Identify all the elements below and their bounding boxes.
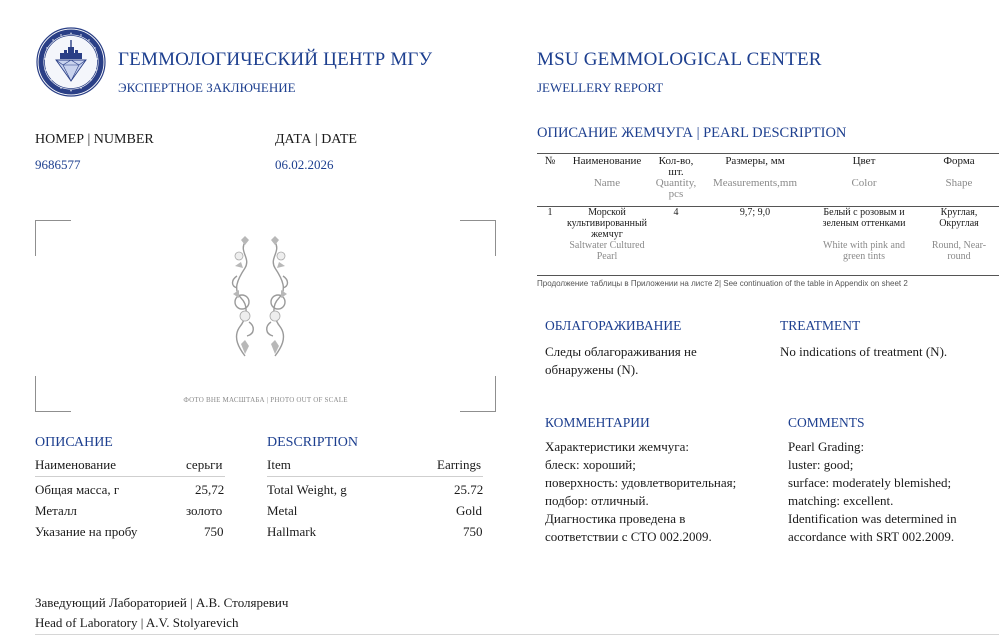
desc-label-ru: Металл	[35, 503, 77, 518]
comment-line: Диагностика проведена в	[545, 511, 686, 526]
table-row	[537, 240, 999, 264]
desc-value-en: 25.72	[454, 482, 484, 497]
table-cell: 1	[547, 207, 553, 218]
table-cell: 9,7; 9,0	[739, 207, 771, 218]
divider	[267, 476, 483, 477]
table-cell: Round, Near-round	[931, 240, 987, 262]
description-heading-ru: ОПИСАНИЕ	[35, 435, 113, 450]
desc-value-en: 750	[463, 524, 483, 539]
report-number-label: НОМЕР | NUMBER	[35, 132, 154, 147]
desc-value-ru: серьги	[186, 457, 223, 472]
col-header-en	[537, 178, 563, 204]
earrings-photo	[225, 236, 295, 362]
table-row	[537, 204, 999, 240]
table-cell: Морской культивированный жемчуг	[566, 207, 648, 240]
desc-label-en: Hallmark	[267, 524, 317, 539]
desc-label-en: Item	[267, 457, 291, 472]
msu-seal-logo	[36, 27, 106, 97]
desc-label-en: Metal	[267, 503, 298, 518]
col-header: Кол-во, шт.	[658, 155, 694, 178]
signature-line-en: Head of Laboratory | A.V. Stolyarevich	[35, 615, 239, 630]
col-header: №	[544, 155, 556, 167]
desc-value-ru: 25,72	[195, 482, 225, 497]
pearl-heading: ОПИСАНИЕ ЖЕМЧУГА | PEARL DESCRIPTION	[537, 125, 847, 141]
table-cell	[701, 240, 809, 264]
desc-label-en: Total Weight, g	[267, 482, 347, 497]
col-header: Форма	[943, 155, 975, 167]
comment-line: блеск: хороший;	[545, 457, 636, 472]
report-date-value: 06.02.2026	[275, 157, 334, 172]
table-cell: Белый с розовым и зеленым оттенками	[822, 207, 906, 229]
col-header-en: Measurements,mm	[712, 177, 797, 189]
table-cell: 4	[673, 207, 679, 218]
comment-line: luster: good;	[788, 457, 854, 472]
desc-value-en: Gold	[456, 503, 482, 518]
table-rule	[537, 275, 999, 276]
desc-value-en: Earrings	[437, 457, 482, 472]
col-header: Цвет	[852, 155, 876, 167]
comment-line: Характеристики жемчуга:	[545, 439, 689, 454]
col-header-en: Shape	[945, 177, 973, 189]
signature-line-ru: Заведующий Лабораторией | А.В. Столяревич	[35, 595, 289, 610]
comment-line: surface: moderately blemished;	[788, 475, 952, 490]
treatment-heading-en: TREATMENT	[780, 318, 861, 333]
comments-text-en	[788, 438, 957, 546]
comments-text-ru	[545, 438, 736, 546]
desc-value-ru: золото	[186, 503, 223, 518]
comments-heading-ru: КОММЕНТАРИИ	[545, 415, 650, 430]
table-cell: Круглая, Округлая	[939, 207, 979, 229]
treatment-text-ru: обнаружены (N).	[545, 362, 639, 377]
photo-caption: ФОТО ВНЕ МАСШТАБА | PHOTO OUT OF SCALE	[183, 396, 348, 404]
footer-rule	[35, 634, 999, 635]
photo-frame-corner	[35, 220, 71, 256]
comment-line: matching: excellent.	[788, 493, 894, 508]
table-continuation-note: Продолжение таблицы в Приложении на листе 2| See continuation of the table in Appendix on sheet 2	[537, 279, 908, 288]
header-subtitle-ru: ЭКСПЕРТНОЕ ЗАКЛЮЧЕНИЕ	[118, 80, 296, 95]
comment-line: Identification was determined in	[788, 511, 957, 526]
report-date-label: ДАТА | DATE	[275, 132, 357, 147]
comment-line: соответствии с СТО 002.2009.	[545, 529, 712, 544]
desc-label-ru: Указание на пробу	[35, 524, 138, 539]
comment-line: поверхность: удовлетворительная;	[545, 475, 737, 490]
table-cell	[537, 240, 563, 264]
col-header: Размеры, мм	[725, 155, 785, 167]
table-cell: White with pink and green tints	[823, 240, 905, 262]
header-title-ru: ГЕММОЛОГИЧЕСКИЙ ЦЕНТР МГУ	[118, 49, 433, 70]
photo-frame-corner	[460, 376, 496, 412]
photo-frame-corner	[460, 220, 496, 256]
pearl-table	[537, 153, 999, 264]
col-header-en: Quantity, pcs	[655, 177, 697, 200]
col-header: Наименование	[572, 155, 642, 167]
treatment-text-en: No indications of treatment (N).	[780, 344, 948, 359]
treatment-text-ru: Следы облагораживания не	[545, 344, 697, 359]
header-title-en: MSU GEMMOLOGICAL CENTER	[537, 49, 822, 70]
report-number-value: 9686577	[35, 157, 81, 172]
comment-line: подбор: отличный.	[545, 493, 649, 508]
photo-frame-corner	[35, 376, 71, 412]
table-cell	[651, 240, 701, 264]
desc-value-ru: 750	[204, 524, 224, 539]
comment-line: accordance with SRT 002.2009.	[788, 529, 955, 544]
comments-heading-en: COMMENTS	[788, 415, 865, 430]
table-cell: Saltwater Cultured Pearl	[569, 240, 645, 262]
header-subtitle-en: JEWELLERY REPORT	[537, 80, 664, 95]
treatment-heading-ru: ОБЛАГОРАЖИВАНИЕ	[545, 318, 682, 333]
desc-label-ru: Общая масса, г	[35, 482, 120, 497]
col-header-en: Name	[593, 177, 621, 189]
comment-line: Pearl Grading:	[788, 439, 865, 454]
col-header-en: Color	[851, 177, 877, 189]
divider	[35, 476, 225, 477]
desc-label-ru: Наименование	[35, 457, 116, 472]
description-heading-en: DESCRIPTION	[267, 435, 359, 450]
